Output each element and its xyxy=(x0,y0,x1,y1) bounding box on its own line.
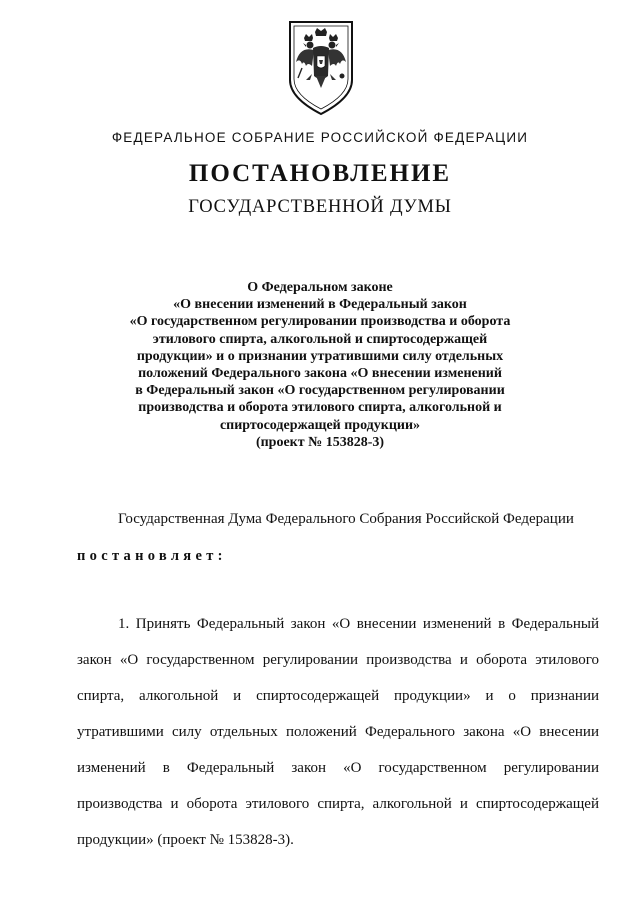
subject-line: производства и оборота этилового спирта, алкогольной и xyxy=(138,400,502,416)
paragraph-line: изменений в Федеральный закон «О государственном регулировании xyxy=(77,760,599,776)
resolution-subject xyxy=(100,279,540,451)
paragraph-line: спирта, алкогольной и спиртосодержащей продукции» и о признании xyxy=(77,688,599,704)
paragraph-line: 1. Принять Федеральный закон «О внесении изменений в Федеральный xyxy=(118,616,599,632)
decides-word: постановляет: xyxy=(77,548,227,564)
subject-line: (проект № 153828-3) xyxy=(255,434,385,450)
subject-line: «О внесении изменений в Федеральный закон xyxy=(173,297,467,313)
paragraph-line: закон «О государственном регулировании производства и оборота этилового xyxy=(77,652,599,668)
paragraph-1 xyxy=(77,606,599,858)
subject-line: спиртосодержащей продукции» xyxy=(219,417,421,433)
paragraph-line: продукции» (проект № 153828-3). xyxy=(77,832,294,848)
russian-coat-of-arms-icon xyxy=(286,18,356,118)
document-type-title: ПОСТАНОВЛЕНИЕ xyxy=(188,160,452,187)
subject-line: продукции» и о признании утратившими силу отдельных xyxy=(136,348,504,364)
document-issuer: ГОСУДАРСТВЕННОЙ ДУМЫ xyxy=(188,197,452,217)
paragraph-line: утратившими силу отдельных положений Федерального закона «О внесении xyxy=(77,724,599,740)
subject-line: в Федеральный закон «О государственном регулировании xyxy=(135,383,505,399)
coat-of-arms-emblem xyxy=(286,18,356,118)
paragraph-line: производства и оборота этилового спирта, алкогольной и спиртосодержащей xyxy=(77,796,599,812)
subject-line: О Федеральном законе xyxy=(247,280,393,295)
preamble-text: Государственная Дума Федерального Собрания Российской Федерации xyxy=(118,511,574,527)
subject-line: «О государственном регулировании производства и оборота xyxy=(129,314,511,330)
assembly-heading: ФЕДЕРАЛЬНОЕ СОБРАНИЕ РОССИЙСКОЙ ФЕДЕРАЦИИ xyxy=(111,130,529,145)
subject-line: положений Федерального закона «О внесении изменений xyxy=(138,366,502,382)
subject-line: этилового спирта, алкогольной и спиртосодержащей xyxy=(152,331,488,347)
